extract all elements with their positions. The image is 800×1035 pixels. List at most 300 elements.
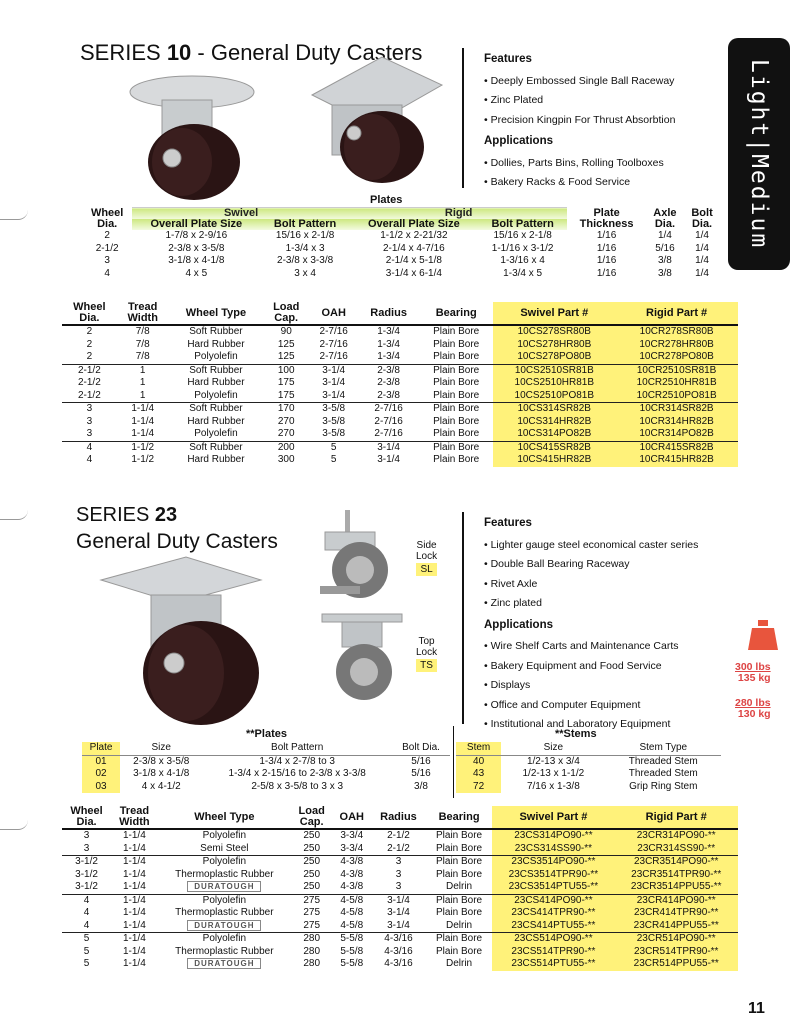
table-cell: 3-1/2 <box>62 856 111 869</box>
table-cell: 4 <box>83 919 90 931</box>
table-cell: 2 <box>86 326 93 337</box>
table-cell: 4-5/8 <box>340 907 364 918</box>
table-cell: 3-1/4 <box>387 919 410 931</box>
table-row <box>62 339 738 352</box>
table-cell: 23CR414PO90-** <box>614 894 738 907</box>
table-cell: 1/4 <box>695 267 709 279</box>
table-cell: 1/2-13 x 3/4 <box>526 755 580 767</box>
table-cell: 1/16 <box>596 230 617 241</box>
table-cell: 2-3/8 <box>377 389 400 401</box>
table-cell: Delrin <box>446 919 473 931</box>
table-cell: 2-1/2 <box>95 242 119 254</box>
series23-title: SERIES 23 <box>76 504 178 526</box>
table-cell: 10CR278HR80B <box>615 339 738 352</box>
table-cell: 23CS414PTU55-** <box>492 920 614 933</box>
table-cell: 250 <box>291 856 332 869</box>
table-row <box>82 230 720 243</box>
table-cell: 3-1/4 <box>322 377 346 388</box>
table-row <box>62 454 738 467</box>
features-heading: Features <box>484 53 532 65</box>
table-cell: 1-1/4 <box>111 933 158 946</box>
table-cell: 1-1/4 <box>111 856 158 869</box>
table-cell: 5 <box>330 454 337 465</box>
table-cell: 3 <box>62 403 117 416</box>
table-cell: Plain Bore <box>426 856 493 869</box>
table-cell: 250 <box>303 881 321 892</box>
table-row <box>62 377 738 390</box>
series23-subtitle: General Duty Casters <box>76 530 278 553</box>
table-cell: 23CR514PO90-** <box>614 933 738 946</box>
weight-rating-1: 300 lbs 135 kg <box>735 661 771 684</box>
table-cell: 1-3/4 x 5 <box>503 267 543 279</box>
table-cell: 4 x 5 <box>185 267 208 279</box>
table-cell: Plain Bore <box>435 945 483 957</box>
table-cell: Polyolefin <box>202 830 247 841</box>
table-cell: 15/16 x 2-1/8 <box>493 230 552 241</box>
series23-plates-heading: **Plates <box>246 728 287 740</box>
table-cell: 5/16 <box>655 242 675 254</box>
application-item: • Displays <box>484 676 698 696</box>
table-cell: 10CS278PO80B <box>493 351 615 364</box>
table-cell: 2-3/8 <box>358 364 419 377</box>
table-cell: 1-1/4 <box>122 830 146 841</box>
table-cell: Plain Bore <box>435 842 483 854</box>
table-cell: 3-5/8 <box>322 415 346 427</box>
table-cell: 10CR415SR82B <box>615 441 738 454</box>
table-cell: 2-7/16 <box>319 351 348 362</box>
table-row <box>456 781 721 794</box>
page-number: 11 <box>748 1000 765 1017</box>
table-cell: 1-1/4 <box>111 894 158 907</box>
table-cell: 3-1/8 x 4-1/8 <box>168 255 225 266</box>
table-cell: 23CS3514TPR90-** <box>492 869 614 882</box>
table-row <box>62 869 738 882</box>
table-cell: 4 <box>62 894 111 907</box>
series10-title: SERIES 10 - General Duty Casters <box>80 40 423 65</box>
table-row <box>62 881 738 894</box>
table-cell: Grip Ring Stem <box>629 780 698 792</box>
table-cell: 3 <box>86 428 93 439</box>
table-cell: 4 x 4-1/2 <box>141 780 181 792</box>
side-lock-caster-image <box>315 508 410 603</box>
table-cell: 2-1/4 x 4-7/16 <box>383 242 445 254</box>
table-cell: Plain Bore <box>433 377 480 388</box>
duratough-logo: DURATOUGH <box>187 881 261 892</box>
application-item: • Wire Shelf Carts and Maintenance Carts <box>484 637 698 657</box>
table-cell <box>158 920 291 933</box>
table-cell: 23CR314PO90-** <box>614 829 738 843</box>
table-cell: 1/16 <box>596 267 617 279</box>
applications-heading: Applications <box>484 618 554 631</box>
table-row <box>82 768 450 781</box>
table-cell: 1 <box>117 364 169 377</box>
feature-item: • Rivet Axle <box>484 575 698 595</box>
table-row <box>62 325 738 339</box>
table-cell: 10CR278SR80B <box>615 325 738 339</box>
table-row <box>62 364 738 377</box>
duratough-logo: DURATOUGH <box>187 958 261 969</box>
table-row <box>456 768 721 781</box>
table-cell: 23CS514PTU55-** <box>492 958 614 971</box>
table-cell: Thermoplastic Rubber <box>175 907 274 918</box>
table-cell: 1-3/4 x 2-15/16 to 2-3/8 x 3-3/8 <box>228 768 366 779</box>
table-cell: 3 <box>86 415 93 427</box>
table-cell: 270 <box>277 428 295 439</box>
table-cell: 1/4 <box>695 230 709 241</box>
table-cell: Plain Bore <box>419 441 493 454</box>
table-cell: 1/16 <box>596 255 617 266</box>
table-cell: 02 <box>82 768 120 781</box>
table-cell: 3 <box>395 881 402 892</box>
table-cell <box>158 958 291 971</box>
table-cell: 23CS414PO90-** <box>492 894 614 907</box>
table-cell: 175 <box>277 389 295 401</box>
table-cell: Thermoplastic Rubber <box>175 868 274 880</box>
table-cell: Polyolefin <box>194 351 238 362</box>
table-cell: Hard Rubber <box>187 415 245 427</box>
application-item: • Institutional and Laboratory Equipment <box>484 715 698 735</box>
application-item: • Office and Computer Equipment <box>484 696 698 716</box>
table-divider <box>453 726 454 798</box>
table-cell: 23CR3514TPR90-** <box>614 869 738 882</box>
table-cell: 1-1/2 x 2-21/32 <box>380 230 448 241</box>
table-cell: 3-3/4 <box>340 830 364 841</box>
table-cell: 1/16 <box>596 242 617 254</box>
table-cell: 3/8 <box>657 255 672 266</box>
table-cell: 2 <box>86 338 93 350</box>
table-cell: 2-1/4 x 5-1/8 <box>385 255 442 266</box>
binder-mark <box>0 820 28 830</box>
table-row <box>62 441 738 454</box>
table-cell: 23CS314PO90-** <box>492 829 614 843</box>
table-cell: 250 <box>303 830 321 841</box>
table-row <box>62 416 738 429</box>
table-cell: 3-1/4 <box>358 441 419 454</box>
table-cell: Delrin <box>446 958 473 969</box>
plates-heading: Plates <box>370 194 403 206</box>
table-cell: 43 <box>456 768 501 781</box>
table-cell: Soft Rubber <box>169 364 264 377</box>
top-lock-label: Top Lock TS <box>416 636 438 671</box>
table-cell: 3 <box>83 842 90 854</box>
table-cell: 4 <box>62 441 117 454</box>
table-cell: 275 <box>303 919 321 931</box>
table-cell: 1-1/16 x 3-1/2 <box>491 242 554 254</box>
table-row <box>62 390 738 403</box>
table-cell: 10CS314HR82B <box>493 416 615 429</box>
table-cell: 2-3/8 x 3-5/8 <box>168 242 225 254</box>
table-cell: Plain Bore <box>433 389 480 401</box>
table-cell: Plain Bore <box>435 907 483 918</box>
table-cell: 3-1/4 <box>322 389 346 401</box>
table-cell: Plain Bore <box>433 428 480 439</box>
table-cell: 23CS314SS90-** <box>492 843 614 856</box>
table-cell: 1-1/4 <box>131 415 155 427</box>
table-cell: 2-7/16 <box>319 326 348 337</box>
table-cell: 5-5/8 <box>332 933 371 946</box>
table-row <box>82 255 720 268</box>
table-cell: 10CS2510SR81B <box>493 364 615 377</box>
top-lock-caster-image <box>312 612 407 707</box>
table-cell: Polyolefin <box>194 389 238 401</box>
table-cell: 10CS278SR80B <box>493 325 615 339</box>
top-lock-code: TS <box>416 659 437 672</box>
applications-heading: Applications <box>484 135 554 147</box>
table-cell: 90 <box>280 326 292 337</box>
table-cell: 2-3/8 x 3-5/8 <box>133 755 190 767</box>
series10-plates-table: Wheel Dia. Swivel Rigid Plate Thickness Axle Dia. Bolt Dia. Overall Plate Size Bolt Pattern Overall Plate Size Bolt Pattern 2 1-7/8 x 2-9/16 15/16 x 2-1/8 1-1/2 x 2-21/32 15/16 x 2-1/8 1/16 1/4 1/4 2-1/2 2-3/8 x 3-5/8 1-3/4 x 3 2-1/4 x 4-7/16 1-1/16 x 3-1/2 1/16 5/16 1/4 3 3-1/8 x 4-1/8 2-3/8 x 3-3/8 2-1/4 x 5-1/8 1-3/16 x 4 1/16 3/8 1/4 4 4 x 5 3 x 4 3-1/4 x 6-1/4 1-3/4 x 5 1/16 3/8 1/4 <box>82 207 720 280</box>
table-cell: 1/4 <box>657 230 672 241</box>
table-cell: 1-1/4 <box>122 958 146 969</box>
table-cell: 3 <box>371 856 426 869</box>
table-cell: 23CR514TPR90-** <box>614 946 738 959</box>
table-row <box>82 781 450 794</box>
table-cell: 7/16 x 1-3/8 <box>526 780 580 792</box>
application-item: • Bakery Racks & Food Service <box>484 173 675 193</box>
table-cell: 4-3/8 <box>340 881 364 892</box>
table-cell: 3-3/4 <box>340 842 364 854</box>
table-cell: 72 <box>456 781 501 794</box>
feature-item: • Zinc plated <box>484 594 698 614</box>
rigid-caster-image <box>292 55 452 185</box>
table-cell: 10CS415SR82B <box>493 441 615 454</box>
table-cell: 1-1/2 <box>117 441 169 454</box>
table-cell: 23CS414TPR90-** <box>492 907 614 920</box>
table-cell: 125 <box>277 351 295 362</box>
table-cell: 23CR3514PPU55-** <box>614 881 738 894</box>
table-cell: 200 <box>263 441 309 454</box>
table-cell: 3/8 <box>657 267 672 279</box>
table-cell: 3-1/8 x 4-1/8 <box>133 768 190 779</box>
table-cell: 3 <box>395 868 402 880</box>
table-cell: 1-3/4 <box>377 326 400 337</box>
table-cell: 10CS278HR80B <box>493 339 615 352</box>
table-cell: Thermoplastic Rubber <box>175 945 274 957</box>
table-cell: 3-1/4 x 6-1/4 <box>385 267 442 279</box>
table-cell: 1-3/4 x 2-7/8 to 3 <box>259 755 335 767</box>
table-cell: 1/4 <box>695 255 709 266</box>
table-row <box>62 856 738 869</box>
table-cell: 23CR514PPU55-** <box>614 958 738 971</box>
table-cell: 4 <box>83 907 90 918</box>
table-cell: 1 <box>139 389 146 401</box>
table-cell: 1-1/4 <box>117 403 169 416</box>
table-cell: 2 <box>86 351 93 362</box>
table-cell: 1-1/4 <box>122 919 146 931</box>
series23-features <box>462 512 699 730</box>
table-cell: 2-7/16 <box>319 338 348 350</box>
table-cell: 1-3/4 x 3 <box>285 242 325 254</box>
table-row <box>62 428 738 441</box>
table-cell: Plain Bore <box>435 830 483 841</box>
table-cell: 10CS314PO82B <box>493 428 615 441</box>
table-cell: 23CR314SS90-** <box>614 843 738 856</box>
table-cell: 4 <box>86 454 93 465</box>
table-cell: Threaded Stem <box>628 755 698 767</box>
table-row <box>456 755 721 768</box>
table-cell: 1/2-13 x 1-1/2 <box>522 768 585 779</box>
table-cell: 280 <box>303 958 321 969</box>
table-cell: Soft Rubber <box>189 326 243 337</box>
table-cell: 1-3/16 x 4 <box>500 255 545 266</box>
table-row <box>82 268 720 281</box>
table-cell: 23CS3514PO90-** <box>492 856 614 869</box>
table-cell: Hard Rubber <box>187 454 245 465</box>
light-medium-tab: Light|Medium <box>728 38 790 270</box>
table-cell: 2-1/2 <box>387 842 410 854</box>
table-cell: 3 <box>83 830 90 841</box>
table-cell: 10CS314SR82B <box>493 403 615 416</box>
table-cell: 10CR2510SR81B <box>615 364 738 377</box>
table-cell: 4-3/16 <box>371 933 426 946</box>
table-row <box>82 755 450 768</box>
table-cell: 23CS3514PTU55-** <box>492 881 614 894</box>
table-cell: 1-3/4 <box>377 351 400 362</box>
table-cell: 5 <box>309 441 358 454</box>
application-item: • Bakery Equipment and Food Service <box>484 657 698 677</box>
feature-item: • Zinc Plated <box>484 91 675 111</box>
table-cell: 23CS514PO90-** <box>492 933 614 946</box>
table-cell: 170 <box>263 403 309 416</box>
table-cell: 3-1/2 <box>75 868 98 880</box>
side-lock-code: SL <box>416 563 437 576</box>
table-cell: 5/16 <box>411 768 431 779</box>
features-heading: Features <box>484 517 532 529</box>
table-cell: 4-3/16 <box>384 945 413 957</box>
table-cell: 10CR314SR82B <box>615 403 738 416</box>
series23-stems-table: Stem Size Stem Type 40 1/2-13 x 3/4 Threaded Stem 43 1/2-13 x 1-1/2 Threaded Stem 72 7/16 x 1-3/8 Grip Ring Stem <box>456 742 721 793</box>
table-cell: Delrin <box>446 881 473 892</box>
table-cell: 1-1/2 <box>131 454 155 465</box>
table-cell: 2-7/16 <box>374 415 403 427</box>
table-row <box>62 958 738 971</box>
table-cell <box>158 881 291 894</box>
table-cell: 1/4 <box>695 242 709 254</box>
table-cell: 250 <box>303 868 321 880</box>
table-cell: 5 <box>83 958 90 969</box>
table-cell: 7/8 <box>135 326 150 337</box>
table-cell: Plain Bore <box>433 326 480 337</box>
table-cell: 03 <box>82 781 120 794</box>
table-cell: 1-1/4 <box>122 881 146 892</box>
table-cell: 2-7/16 <box>358 403 419 416</box>
table-cell: Plain Bore <box>426 894 493 907</box>
table-cell: 1-3/4 <box>377 338 400 350</box>
table-cell: 5-5/8 <box>340 945 364 957</box>
table-cell: 3 x 4 <box>294 267 316 279</box>
side-lock-label: Side Lock SL <box>416 540 438 575</box>
table-cell: 10CS2510PO81B <box>493 390 615 403</box>
table-cell: Plain Bore <box>433 415 480 427</box>
table-cell: Soft Rubber <box>169 441 264 454</box>
table-cell: Threaded Stem <box>628 768 698 779</box>
table-cell: 2-3/8 <box>377 377 400 388</box>
table-cell: 01 <box>82 755 120 768</box>
table-row <box>62 843 738 856</box>
table-cell: 1-1/4 <box>122 868 146 880</box>
table-cell: 3-1/4 <box>387 907 410 918</box>
table-row <box>82 243 720 256</box>
weight-icon <box>748 618 778 652</box>
table-cell: 10CR314PO82B <box>615 428 738 441</box>
table-cell: 23CR3514PO90-** <box>614 856 738 869</box>
table-cell: Polyolefin <box>194 428 238 439</box>
table-cell: 3-5/8 <box>309 403 358 416</box>
swivel-caster-image <box>112 70 262 200</box>
table-cell: 10CR2510HR81B <box>615 377 738 390</box>
table-cell: 275 <box>303 907 321 918</box>
table-cell: 3-1/2 <box>75 881 98 892</box>
table-cell: 3-1/4 <box>377 454 400 465</box>
table-cell: 23CR414PPU55-** <box>614 920 738 933</box>
series23-parts-table: Wheel Dia. Tread Width Wheel Type Load Cap. OAH Radius Bearing Swivel Part # Rigid Part # 3 1-1/4 Polyolefin 250 3-3/4 2-1/2 Plain Bore 23CS314PO90-** 23CR314PO90-** 3 1-1/4 Semi Steel 250 3-3/4 2-1/2 Plain Bore 23CS314SS90-** 23CR314SS90-** 3-1/2 1-1/4 Polyolefin 250 4-3/8 3 Plain Bore 23CS3514PO90-** 23CR3514PO90-** 3-1/2 1-1/4 Thermoplastic Rubber 250 4-3/8 3 Plain Bore 23CS3514TPR90-** 23CR3514TPR90-** 3-1/2 1-1/4 DURATOUGH 250 4-3/8 3 Delrin 23CS3514PTU55-** 23CR3514PPU55-** 4 1-1/4 Polyolefin 275 4-5/8 3-1/4 Plain Bore 23CS414PO90-** 23CR414PO90-** 4 1-1/4 Thermoplastic Rubber 275 4-5/8 3-1/4 Plain Bore 23CS414TPR90-** 23CR414TPR90-** 4 1-1/4 DURATOUGH 275 4-5/8 3-1/4 Delrin 23CS414PTU55-** 23CR414PPU55-** 5 1-1/4 Polyolefin 280 5-5/8 4-3/16 Plain Bore 23CS514PO90-** 23CR514PO90-** 5 1-1/4 Thermoplastic Rubber 280 5-5/8 4-3/16 Plain Bore 23CS514TPR90-** 23CR514TPR90-** 5 1-1/4 DURATOUGH 280 5-5/8 4-3/16 Delrin 23CS514PTU55-** 23CR514PPU55-** <box>62 806 738 971</box>
table-cell: 10CR2510PO81B <box>615 390 738 403</box>
table-cell: 250 <box>303 842 321 854</box>
table-row <box>62 946 738 959</box>
weight-rating-2: 280 lbs 130 kg <box>735 697 771 720</box>
table-cell: 2-1/2 <box>77 389 101 401</box>
table-cell: Plain Bore <box>433 454 480 465</box>
table-cell: Polyolefin <box>158 933 291 946</box>
table-cell: 2-3/8 x 3-3/8 <box>277 255 334 266</box>
table-cell: 2 <box>104 230 110 241</box>
table-cell: 1-1/4 <box>122 907 146 918</box>
series23-caster-image <box>96 555 266 730</box>
table-cell: 1-1/4 <box>122 945 146 957</box>
table-cell: 7/8 <box>135 338 150 350</box>
table-cell: Plain Bore <box>419 364 493 377</box>
table-cell: 5-5/8 <box>340 958 364 969</box>
table-cell: 2-1/2 <box>387 830 410 841</box>
series10-features <box>462 48 675 188</box>
feature-item: • Double Ball Bearing Raceway <box>484 555 698 575</box>
table-row <box>62 829 738 843</box>
table-cell: 2-1/2 <box>62 364 117 377</box>
table-cell: 4-3/8 <box>340 868 364 880</box>
table-row <box>62 894 738 907</box>
table-row <box>62 920 738 933</box>
table-cell: Polyolefin <box>158 894 291 907</box>
table-cell: 175 <box>277 377 295 388</box>
table-cell: 23CS514TPR90-** <box>492 946 614 959</box>
table-cell: 10CR415HR82B <box>615 454 738 467</box>
table-row <box>62 403 738 416</box>
table-cell: Plain Bore <box>435 868 483 880</box>
table-cell: 4-5/8 <box>332 894 371 907</box>
table-cell: 10CS2510HR81B <box>493 377 615 390</box>
table-cell: 270 <box>277 415 295 427</box>
table-cell: 2-1/2 <box>77 377 101 388</box>
table-cell: 3-5/8 <box>322 428 346 439</box>
table-cell: Hard Rubber <box>187 338 245 350</box>
duratough-logo: DURATOUGH <box>187 920 261 931</box>
table-cell: 2-5/8 x 3-5/8 to 3 x 3 <box>251 780 344 792</box>
table-cell: 1-7/8 x 2-9/16 <box>165 230 228 241</box>
table-row <box>62 933 738 946</box>
table-cell: Polyolefin <box>158 856 291 869</box>
table-cell: 5 <box>83 945 90 957</box>
table-cell: 15/16 x 2-1/8 <box>275 230 335 241</box>
application-item: • Dollies, Parts Bins, Rolling Toolboxes <box>484 154 675 174</box>
table-cell: 23CR414TPR90-** <box>614 907 738 920</box>
table-cell: Plain Bore <box>419 403 493 416</box>
table-cell: 10CR314HR82B <box>615 416 738 429</box>
table-cell: 1-1/4 <box>122 842 146 854</box>
table-cell: 3/8 <box>414 780 428 792</box>
table-cell: Plain Bore <box>426 933 493 946</box>
binder-mark <box>0 210 28 220</box>
table-cell: 10CR278PO80B <box>615 351 738 364</box>
